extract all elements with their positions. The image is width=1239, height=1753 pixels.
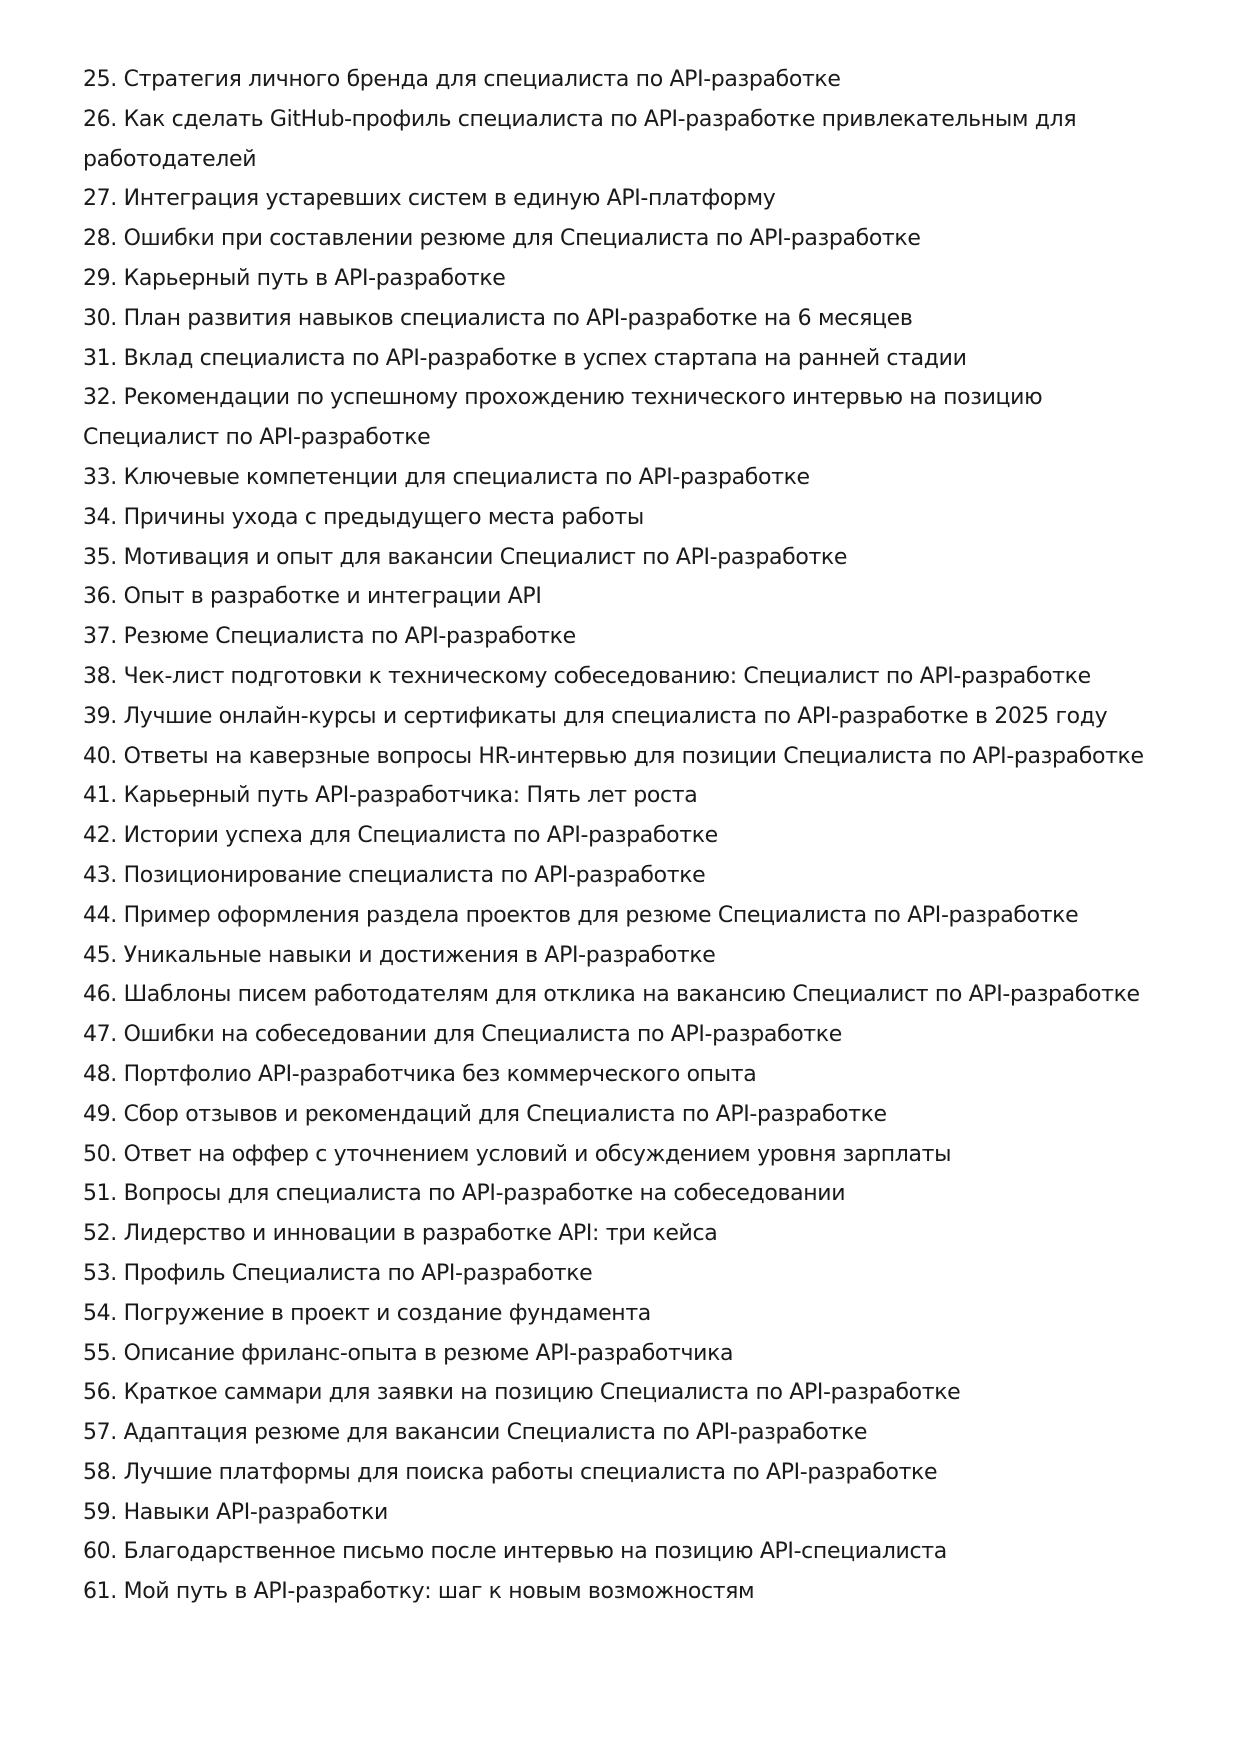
item-number: 49. — [83, 1101, 117, 1127]
item-number: 36. — [83, 584, 117, 610]
item-text: Ошибки на собеседовании для Специалиста по API-разработке — [123, 1022, 842, 1048]
item-text: Карьерный путь в API-разработке — [123, 265, 506, 291]
item-text: Чек-лист подготовки к техническому собеседованию: Специалист по API-разработке — [123, 663, 1091, 689]
item-text: Благодарственное письмо после интервью на позицию API-специалиста — [123, 1539, 947, 1565]
list-item — [83, 975, 1163, 1015]
list-item — [83, 816, 1163, 856]
item-number: 53. — [83, 1260, 117, 1286]
list-item — [83, 1532, 1163, 1572]
item-text: Ключевые компетенции для специалиста по API-разработке — [123, 464, 810, 490]
item-number: 50. — [83, 1141, 117, 1167]
item-text: Портфолио API-разработчика без коммерческого опыта — [123, 1061, 757, 1087]
item-text: Погружение в проект и создание фундамента — [123, 1300, 651, 1326]
item-number: 44. — [83, 902, 117, 928]
item-number: 30. — [83, 305, 117, 331]
list-item — [83, 1294, 1163, 1334]
item-number: 42. — [83, 823, 117, 849]
list-item — [83, 60, 1163, 100]
item-text: Ответы на каверзные вопросы HR-интервью для позиции Специалиста по API-разработке — [123, 743, 1144, 769]
list-item — [83, 896, 1163, 936]
item-text: Вклад специалиста по API-разработке в успех стартапа на ранней стадии — [123, 345, 967, 371]
list-item — [83, 498, 1163, 538]
item-text: Рекомендации по успешному прохождению технического интервью на позицию Специалист по API-разработке — [83, 385, 1043, 451]
item-text: Шаблоны писем работодателям для отклика на вакансию Специалист по API-разработке — [123, 982, 1140, 1008]
list-item — [83, 1373, 1163, 1413]
item-text: Ответ на оффер с уточнением условий и обсуждением уровня зарплаты — [123, 1141, 952, 1167]
item-number: 29. — [83, 265, 117, 291]
document-page — [83, 60, 1163, 1612]
item-text: План развития навыков специалиста по API-разработке на 6 месяцев — [123, 305, 913, 331]
item-number: 56. — [83, 1380, 117, 1406]
item-number: 31. — [83, 345, 117, 371]
list-item — [83, 339, 1163, 379]
item-text: Лучшие платформы для поиска работы специалиста по API-разработке — [123, 1459, 938, 1485]
list-item — [83, 776, 1163, 816]
list-item — [83, 617, 1163, 657]
item-number: 28. — [83, 226, 117, 252]
item-number: 40. — [83, 743, 117, 769]
list-item — [83, 1214, 1163, 1254]
list-item — [83, 100, 1163, 180]
item-number: 51. — [83, 1181, 117, 1207]
item-number: 34. — [83, 504, 117, 530]
item-text: Интеграция устаревших систем в единую API-платформу — [123, 186, 776, 212]
item-text: Вопросы для специалиста по API-разработке на собеседовании — [123, 1181, 846, 1207]
item-text: Причины ухода с предыдущего места работы — [123, 504, 644, 530]
item-number: 60. — [83, 1539, 117, 1565]
list-item — [83, 936, 1163, 976]
item-text: Сбор отзывов и рекомендаций для Специалиста по API-разработке — [123, 1101, 887, 1127]
list-item — [83, 1453, 1163, 1493]
item-text: Адаптация резюме для вакансии Специалиста по API-разработке — [123, 1420, 868, 1446]
item-number: 47. — [83, 1022, 117, 1048]
item-text: Пример оформления раздела проектов для резюме Специалиста по API-разработке — [123, 902, 1079, 928]
list-item — [83, 538, 1163, 578]
numbered-list — [83, 60, 1163, 1612]
item-number: 26. — [83, 106, 117, 132]
item-number: 48. — [83, 1061, 117, 1087]
item-text: Карьерный путь API-разработчика: Пять лет роста — [123, 783, 698, 809]
item-number: 52. — [83, 1221, 117, 1247]
item-text: Описание фриланс-опыта в резюме API-разработчика — [123, 1340, 734, 1366]
item-text: Профиль Специалиста по API-разработке — [123, 1260, 593, 1286]
item-text: Краткое саммари для заявки на позицию Специалиста по API-разработке — [123, 1380, 961, 1406]
item-text: Резюме Специалиста по API-разработке — [123, 624, 576, 650]
item-text: Навыки API-разработки — [123, 1499, 388, 1525]
list-item — [83, 1015, 1163, 1055]
item-text: Мотивация и опыт для вакансии Специалист по API-разработке — [123, 544, 848, 570]
list-item — [83, 1254, 1163, 1294]
list-item — [83, 1135, 1163, 1175]
item-text: Лидерство и инновации в разработке API: три кейса — [123, 1221, 718, 1247]
item-number: 57. — [83, 1420, 117, 1446]
item-text: Лучшие онлайн-курсы и сертификаты для специалиста по API-разработке в 2025 году — [123, 703, 1108, 729]
list-item — [83, 1413, 1163, 1453]
list-item — [83, 856, 1163, 896]
list-item — [83, 219, 1163, 259]
item-text: Опыт в разработке и интеграции API — [123, 584, 542, 610]
list-item — [83, 179, 1163, 219]
list-item — [83, 1493, 1163, 1533]
item-number: 35. — [83, 544, 117, 570]
item-number: 55. — [83, 1340, 117, 1366]
list-item — [83, 1055, 1163, 1095]
item-text: Уникальные навыки и достижения в API-разработке — [123, 942, 716, 968]
item-number: 43. — [83, 862, 117, 888]
list-item — [83, 458, 1163, 498]
item-text: Мой путь в API-разработку: шаг к новым возможностям — [123, 1579, 755, 1605]
item-number: 54. — [83, 1300, 117, 1326]
item-text: Истории успеха для Специалиста по API-разработке — [123, 823, 718, 849]
list-item — [83, 577, 1163, 617]
list-item — [83, 1095, 1163, 1135]
list-item — [83, 259, 1163, 299]
list-item — [83, 1334, 1163, 1374]
item-text: Как сделать GitHub-профиль специалиста по API-разработке привлекательным для работодателей — [83, 106, 1077, 172]
item-number: 39. — [83, 703, 117, 729]
list-item — [83, 299, 1163, 339]
item-number: 33. — [83, 464, 117, 490]
item-number: 37. — [83, 624, 117, 650]
item-number: 46. — [83, 982, 117, 1008]
list-item — [83, 697, 1163, 737]
item-text: Позиционирование специалиста по API-разработке — [123, 862, 706, 888]
list-item — [83, 1174, 1163, 1214]
item-number: 27. — [83, 186, 117, 212]
list-item — [83, 657, 1163, 697]
list-item — [83, 737, 1163, 777]
item-number: 41. — [83, 783, 117, 809]
item-number: 32. — [83, 385, 117, 411]
item-number: 38. — [83, 663, 117, 689]
item-number: 45. — [83, 942, 117, 968]
item-number: 61. — [83, 1579, 117, 1605]
item-number: 59. — [83, 1499, 117, 1525]
item-number: 25. — [83, 67, 117, 92]
item-text: Стратегия личного бренда для специалиста по API-разработке — [123, 67, 841, 92]
list-item — [83, 378, 1163, 458]
list-item — [83, 1572, 1163, 1612]
item-text: Ошибки при составлении резюме для Специалиста по API-разработке — [123, 226, 921, 252]
item-number: 58. — [83, 1459, 117, 1485]
